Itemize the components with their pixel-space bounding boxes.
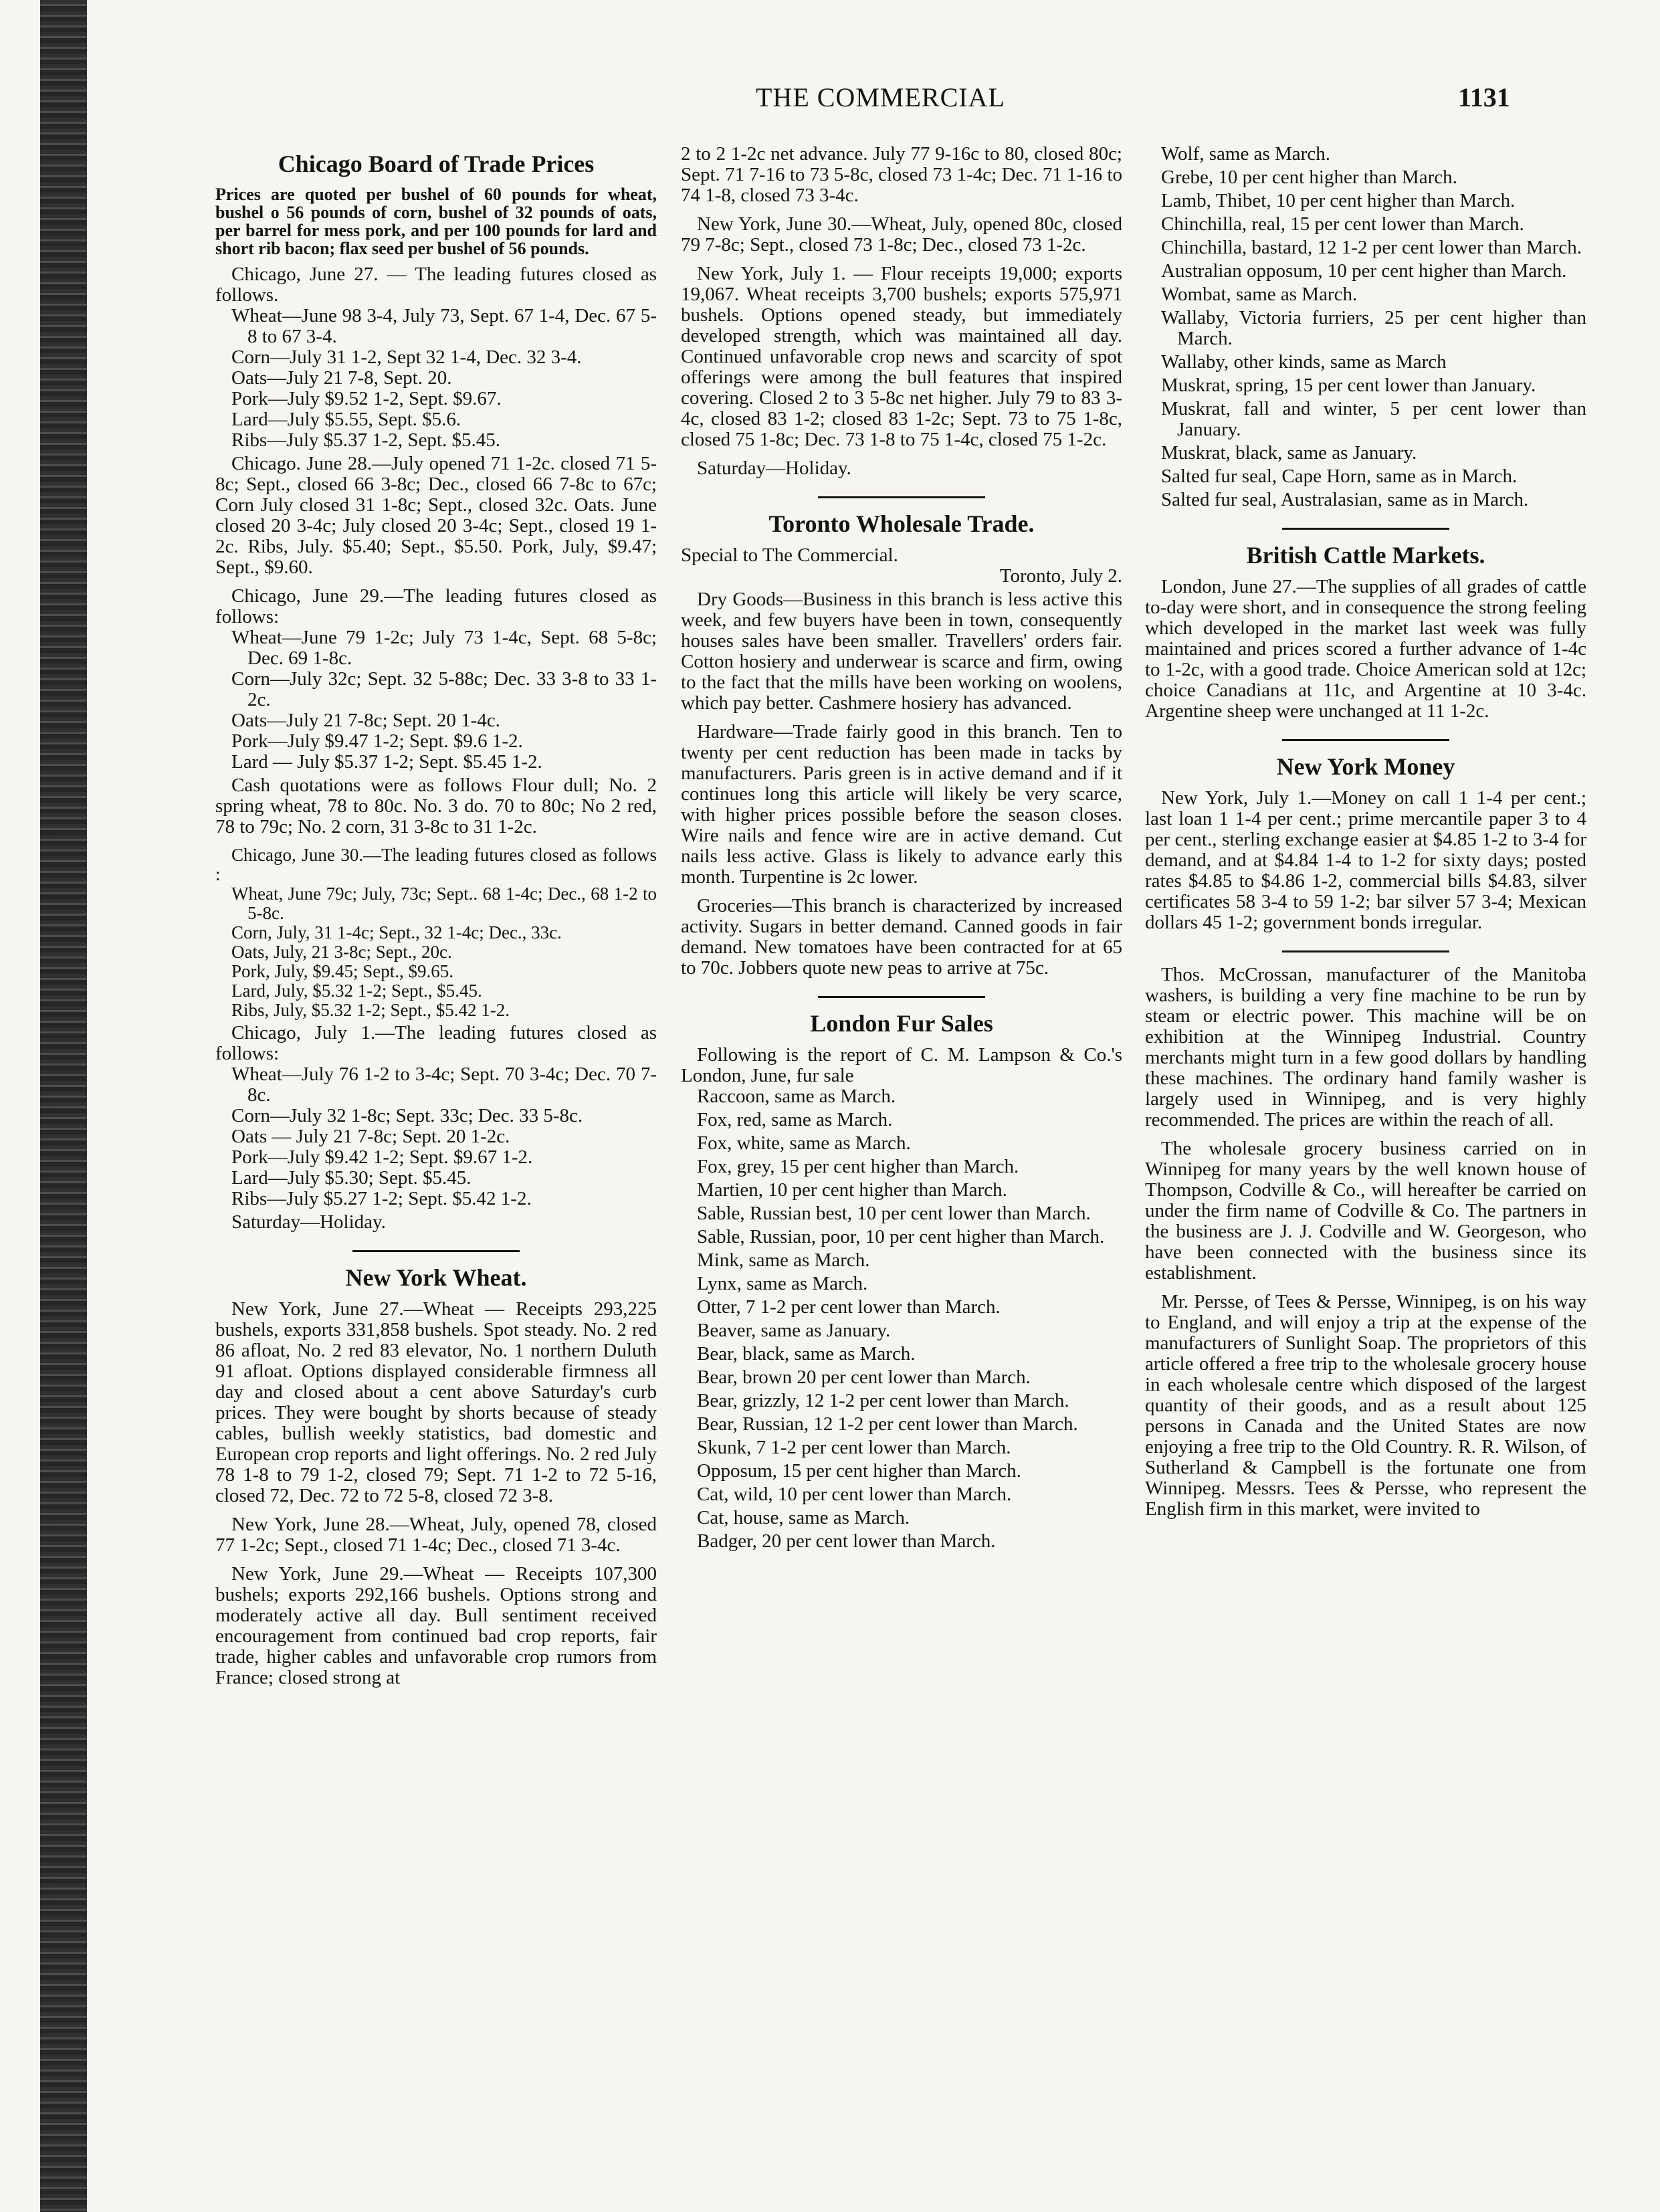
column-3	[1145, 144, 1586, 1528]
paragraph: Thos. McCrossan, manufacturer of the Manitoba washers, is building a very fine machine to be run by steam or electric power. This machine will be on exhibition at the Winnipeg Industrial. Country merchants might turn in a few good dollars by handling these machines. The ordinary hand family washer is largely used in Winnipeg, and is very highly recommended. The prices are within the reach of all.	[1145, 964, 1586, 1130]
fur-item: Cat, wild, 10 per cent lower than March.	[697, 1484, 1012, 1505]
fur-item: Chinchilla, bastard, 12 1-2 per cent lower than March.	[1161, 237, 1582, 258]
fur-item: Chinchilla, real, 15 per cent lower than March.	[1161, 213, 1524, 235]
paragraph: Oats—July 21 7-8c; Sept. 20 1-4c.	[231, 710, 500, 731]
fur-item: Salted fur seal, Australasian, same as in March.	[1161, 489, 1529, 510]
fur-item: Martien, 10 per cent higher than March.	[697, 1179, 1007, 1201]
fur-item: Bear, black, same as March.	[697, 1343, 916, 1365]
fur-item: Otter, 7 1-2 per cent lower than March.	[697, 1296, 1001, 1318]
paragraph: Saturday—Holiday.	[231, 1211, 386, 1233]
paragraph: 2 to 2 1-2c net advance. July 77 9-16c to 80, closed 80c; Sept. 71 7-16 to 73 5-8c, closed 73 1-4c; Dec. 71 1-16 to 74 1-8, closed 73 3-4c.	[681, 143, 1122, 206]
paragraph: Mr. Persse, of Tees & Persse, Winnipeg, is on his way to England, and will enjoy a trip at the expense of the manufacturers of Sunlight Soap. The proprietors of this article offered a free trip to the wholesale grocery house in each wholesale centre which disposed of the largest quantity of their goods, and as a result about 125 persons in Canada and the United States are now enjoying a free trip to the Old Country. R. R. Wilson, of Sutherland & Campbell is the fortunate one from Winnipeg. Messrs. Tees & Persse, who represent the English firm in this market, were invited to	[1145, 1291, 1586, 1520]
paragraph: Wheat—June 98 3-4, July 73, Sept. 67 1-4, Dec. 67 5-8 to 67 3-4.	[231, 305, 657, 347]
fur-item: Skunk, 7 1-2 per cent lower than March.	[697, 1437, 1011, 1458]
paragraph: Pork—July $9.42 1-2; Sept. $9.67 1-2.	[231, 1146, 533, 1168]
running-head	[0, 82, 1660, 115]
paragraph: Lard—July $5.55, Sept. $5.6.	[231, 409, 461, 430]
column-1	[215, 144, 657, 1696]
paragraph: Saturday—Holiday.	[697, 458, 851, 479]
paragraph: Oats — July 21 7-8c; Sept. 20 1-2c.	[231, 1126, 510, 1147]
paragraph: Chicago, July 1.—The leading futures closed as follows:	[215, 1022, 657, 1064]
paragraph: Dry Goods—Business in this branch is less active this week, and few buyers have been in town, consequently houses sales have been smaller. Travellers' orders fair. Cotton hosiery and underwear is scarce and firm, owing to the fact that the mills have been working on woolens, which pay better. Cashmere hosiery has advanced.	[681, 589, 1122, 714]
heading-new-york-money: New York Money	[1276, 753, 1455, 780]
fur-item: Wallaby, other kinds, same as March	[1161, 351, 1447, 373]
fur-item: Bear, Russian, 12 1-2 per cent lower than March.	[697, 1413, 1078, 1435]
paragraph: New York, July 1. — Flour receipts 19,000; exports 19,067. Wheat receipts 3,700 bushels; exports 575,971 bushels. Options opened steady, but immediately developed strength, which was maintained all day. Continued unfavorable crop news and scarcity of spot offerings were among the bull features that inspired covering. Closed 2 to 3 5-8c net higher. July 79 to 83 3-4c, closed 83 1-2; closed 83 1-2c; Sept. 73 to 75 1-8c, closed 75 1-8c; Dec. 73 1-8 to 75 1-4c, closed 75 1-2c.	[681, 263, 1122, 450]
fur-item: Muskrat, black, same as January.	[1161, 442, 1417, 464]
paragraph: Wheat—June 79 1-2c; July 73 1-4c, Sept. 68 5-8c; Dec. 69 1-8c.	[231, 627, 657, 669]
paragraph: New York, June 27.—Wheat — Receipts 293,225 bushels, exports 331,858 bushels. Spot steady. No. 2 red 86 afloat, No. 2 red 83 elevator, No. 1 northern Duluth 91 afloat. Options displayed considerable firmness all day and closed about a cent above Saturday's curb prices. They were bought by shorts because of steady cables, bullish weekly statistics, bad domestic and European crop reports and light offerings. No. 2 red July 78 1-8 to 79 1-2, closed 79; Sept. 71 1-2 to 72 5-16, closed 72, Dec. 72 to 72 5-8, closed 72 3-8.	[215, 1298, 657, 1506]
section-divider	[1282, 528, 1449, 530]
paragraph: Pork—July $9.47 1-2; Sept. $9.6 1-2.	[231, 730, 523, 752]
fur-item: Lamb, Thibet, 10 per cent higher than March.	[1161, 190, 1516, 211]
paragraph: Corn—July 31 1-2, Sept 32 1-4, Dec. 32 3-4.	[231, 346, 582, 368]
paragraph: Ribs—July $5.27 1-2; Sept. $5.42 1-2.	[231, 1188, 532, 1209]
paragraph: Ribs—July $5.37 1-2, Sept. $5.45.	[231, 429, 500, 451]
fur-item: Australian opposum, 10 per cent higher than March.	[1161, 260, 1567, 282]
section-divider	[818, 496, 985, 498]
fur-item: Cat, house, same as March.	[697, 1507, 910, 1528]
paragraph: The wholesale grocery business carried on in Winnipeg for many years by the well known house of Thompson, Codville & Co., will hereafter be carried on under the firm name of Codville & Co. The partners in the business are J. J. Codville and W. Georgeson, who have been connected with the business since its establishment.	[1145, 1138, 1586, 1284]
paragraph: Lard — July $5.37 1-2; Sept. $5.45 1-2.	[231, 751, 542, 773]
paragraph: Following is the report of C. M. Lampson & Co.'s London, June, fur sale	[681, 1044, 1122, 1086]
section-divider	[1282, 739, 1449, 741]
fur-item: Bear, grizzly, 12 1-2 per cent lower than March.	[697, 1390, 1069, 1411]
paragraph: Chicago. June 28.—July opened 71 1-2c. closed 71 5-8c; Sept., closed 66 3-8c; Dec., closed 66 7-8c to 67c; Corn July closed 31 1-8c; Sept., closed 32c. Oats. June closed 20 3-4c; July closed 20 3-4c; Sept., closed 19 1-2c. Ribs, July. $5.40; Sept., $5.50. Pork, July, $9.47; Sept., $9.60.	[215, 453, 657, 578]
heading-toronto-wholesale: Toronto Wholesale Trade.	[768, 510, 1035, 537]
section-divider	[818, 996, 985, 998]
paragraph: London, June 27.—The supplies of all grades of cattle to-day were short, and in consequence the strong feeling which developed in the market last week was fully maintained and prices scored a further advance of 1-4c to 1-2c, with a good trade. Choice American sold at 12c; choice Canadians at 11c, and Argentine at 10 3-4c. Argentine sheep were unchanged at 11 1-2c.	[1145, 576, 1586, 722]
section-divider	[1282, 950, 1449, 952]
fur-item: Fox, white, same as March.	[697, 1132, 911, 1154]
paragraph: Chicago, June 27. — The leading futures closed as follows.	[215, 264, 657, 306]
paragraph: Corn—July 32c; Sept. 32 5-88c; Dec. 33 3-8 to 33 1-2c.	[231, 668, 657, 710]
paragraph: Lard, July, $5.32 1-2; Sept., $5.45.	[231, 981, 482, 1001]
paragraph: Prices are quoted per bushel of 60 pounds for wheat, bushel o 56 pounds of corn, bushel of 32 pounds of oats, per barrel for mess pork, and per 100 pounds for lard and short rib bacon; flax seed per bushel of 56 pounds.	[215, 185, 657, 258]
fur-item: Sable, Russian, poor, 10 per cent higher than March.	[697, 1226, 1105, 1247]
fur-item: Wolf, same as March.	[1161, 143, 1330, 165]
paragraph: New York, July 1.—Money on call 1 1-4 per cent.; last loan 1 1-4 per cent.; prime mercantile paper 3 to 4 per cent., sterling exchange easier at $4.85 1-2 to 3-4 for demand, and at $4.84 1-4 to 1-2 for sixty days; posted rates $4.85 to $4.86 1-2, commercial bills $4.83, silver certificates 58 3-4 to 59 1-2; bar silver 57 3-4; Mexican dollars 45 1-2; government bonds irregular.	[1145, 787, 1586, 933]
special-line: Special to The Commercial.	[681, 544, 898, 566]
paragraph: Lard—July $5.30; Sept. $5.45.	[231, 1167, 472, 1189]
fur-item: Muskrat, fall and winter, 5 per cent lower than January.	[1161, 398, 1586, 440]
fur-item: Mink, same as March.	[697, 1249, 870, 1271]
fur-item: Fox, red, same as March.	[697, 1109, 893, 1130]
paragraph: Chicago, June 30.—The leading futures closed as follows :	[215, 845, 657, 884]
paragraph: Ribs, July, $5.32 1-2; Sept., $5.42 1-2.	[231, 1000, 510, 1020]
fur-item: Badger, 20 per cent lower than March.	[697, 1530, 996, 1552]
page-title: THE COMMERCIAL	[756, 82, 1005, 112]
paragraph: Corn—July 32 1-8c; Sept. 33c; Dec. 33 5-8c.	[231, 1105, 583, 1126]
heading-british-cattle: British Cattle Markets.	[1246, 542, 1485, 569]
paragraph: Oats—July 21 7-8, Sept. 20.	[231, 367, 452, 389]
paragraph: New York, June 30.—Wheat, July, opened 80c, closed 79 7-8c; Sept., closed 73 1-8c; Dec., closed 73 1-2c.	[681, 213, 1122, 256]
fur-item: Wallaby, Victoria furriers, 25 per cent higher than March.	[1161, 307, 1586, 349]
fur-item: Opposum, 15 per cent higher than March.	[697, 1460, 1021, 1482]
page-binding-edge	[40, 0, 87, 2212]
fur-item: Muskrat, spring, 15 per cent lower than January.	[1161, 375, 1536, 396]
paragraph: Pork, July, $9.45; Sept., $9.65.	[231, 961, 454, 981]
paragraph: Pork—July $9.52 1-2, Sept. $9.67.	[231, 388, 502, 409]
paragraph: Hardware—Trade fairly good in this branch. Ten to twenty per cent reduction has been made in tacks by manufacturers. Paris green is in active demand and if it continues long this article will likely be very scarce, with higher prices possible before the season closes. Wire nails and fence wire are in active demand. Cut nails less active. Glass is likely to advance early this month. Turpentine is 2c lower.	[681, 721, 1122, 888]
paragraph: Wheat, June 79c; July, 73c; Sept.. 68 1-4c; Dec., 68 1-2 to 5-8c.	[231, 884, 657, 923]
fur-item: Raccoon, same as March.	[697, 1086, 896, 1107]
fur-item: Wombat, same as March.	[1161, 284, 1358, 305]
fur-item: Fox, grey, 15 per cent higher than March.	[697, 1156, 1019, 1177]
paragraph: Groceries—This branch is characterized by increased activity. Sugars in better demand. Canned goods in fair demand. New tomatoes have been contracted for at 65 to 70c. Jobbers quote new peas to arrive at 75c.	[681, 895, 1122, 979]
heading-london-fur-sales: London Fur Sales	[810, 1010, 993, 1037]
page-number: 1131	[1458, 82, 1510, 112]
heading-chicago-board: Chicago Board of Trade Prices	[278, 150, 595, 177]
dateline: Toronto, July 2.	[999, 565, 1122, 587]
fur-item: Grebe, 10 per cent higher than March.	[1161, 167, 1457, 188]
fur-item: Bear, brown 20 per cent lower than March.	[697, 1367, 1031, 1388]
paragraph: Chicago, June 29.—The leading futures closed as follows:	[215, 585, 657, 627]
fur-item: Lynx, same as March.	[697, 1273, 868, 1294]
fur-item: Beaver, same as January.	[697, 1320, 891, 1341]
section-divider	[352, 1250, 520, 1252]
column-2	[681, 144, 1122, 1554]
paragraph: Cash quotations were as follows Flour dull; No. 2 spring wheat, 78 to 80c. No. 3 do. 70 to 80c; No 2 red, 78 to 79c; No. 2 corn, 31 3-8c to 31 1-2c.	[215, 775, 657, 837]
paragraph: New York, June 28.—Wheat, July, opened 78, closed 77 1-2c; Sept., closed 71 1-4c; Dec., closed 71 3-4c.	[215, 1514, 657, 1556]
paragraph: Wheat—July 76 1-2 to 3-4c; Sept. 70 3-4c; Dec. 70 7-8c.	[231, 1064, 657, 1106]
fur-item: Salted fur seal, Cape Horn, same as in March.	[1161, 466, 1518, 487]
fur-item: Sable, Russian best, 10 per cent lower than March.	[697, 1203, 1091, 1224]
paragraph: Corn, July, 31 1-4c; Sept., 32 1-4c; Dec., 33c.	[231, 922, 562, 942]
paragraph: Oats, July, 21 3-8c; Sept., 20c.	[231, 942, 452, 962]
heading-new-york-wheat: New York Wheat.	[345, 1264, 527, 1291]
paragraph: New York, June 29.—Wheat — Receipts 107,300 bushels; exports 292,166 bushels. Options strong and moderately active all day. Bull sentiment received encouragement from continued bad crop reports, fair trade, higher cables and unfavorable crop rumors from France; closed strong at	[215, 1563, 657, 1688]
